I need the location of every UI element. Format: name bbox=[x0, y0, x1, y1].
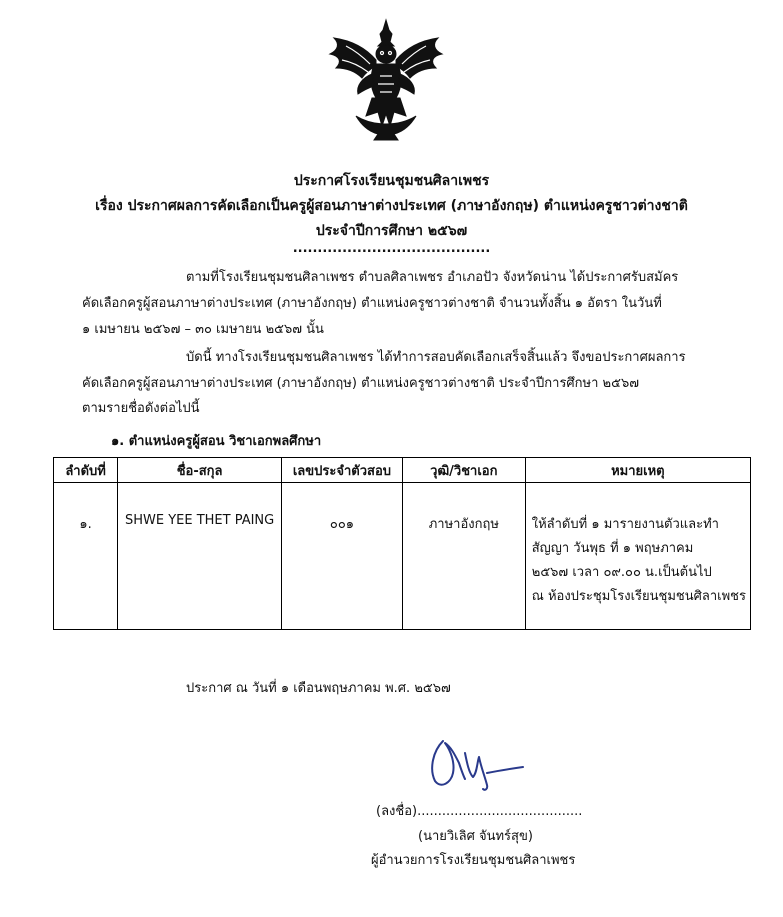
paragraph-2-line-3: ตามรายชื่อดังต่อไปนี้ bbox=[82, 401, 200, 416]
paragraph-1-line-3: ๑ เมษายน ๒๕๖๗ – ๓๐ เมษายน ๒๕๖๗ นั้น bbox=[82, 322, 324, 337]
row-name: SHWE YEE THET PAING bbox=[118, 483, 282, 630]
garuda-emblem-icon bbox=[326, 16, 446, 144]
row-order: ๑. bbox=[54, 483, 118, 630]
signature-image bbox=[425, 733, 535, 793]
table-header-row bbox=[54, 458, 751, 483]
row-major: ภาษาอังกฤษ bbox=[402, 483, 525, 630]
row-exam-id: ๐๐๑ bbox=[282, 483, 403, 630]
row-remark bbox=[525, 483, 750, 630]
academic-year: ประจำปีการศึกษา ๒๕๖๗ bbox=[315, 223, 468, 239]
title-divider: ........................................ bbox=[292, 241, 491, 256]
results-table bbox=[53, 457, 751, 630]
header-remark: หมายเหตุ bbox=[525, 458, 750, 483]
signer-name: (นายวิเลิศ จันทร์สุข) bbox=[418, 829, 533, 844]
remark-line-1: ให้ลำดับที่ ๑ มารายงานตัวและทำ bbox=[531, 517, 719, 532]
header-name: ชื่อ-สกุล bbox=[118, 458, 282, 483]
header-major: วุฒิ/วิชาเอก bbox=[402, 458, 525, 483]
header-exam-id: เลขประจำตัวสอบ bbox=[282, 458, 403, 483]
paragraph-2-line-1: บัดนี้ ทางโรงเรียนชุมชนศิลาเพชร ได้ทำการสอบคัดเลือกเสร็จสิ้นแล้ว จึงขอประกาศผลการ bbox=[186, 350, 686, 365]
remark-line-2: สัญญา วันพุธ ที่ ๑ พฤษภาคม bbox=[531, 541, 694, 556]
signer-position: ผู้อำนวยการโรงเรียนชุมชนศิลาเพชร bbox=[371, 853, 576, 868]
paragraph-2-line-2: คัดเลือกครูผู้สอนภาษาต่างประเทศ (ภาษาอังกฤษ) ตำแหน่งครูชาวต่างชาติ ประจำปีการศึกษา ๒๕๖๗ bbox=[82, 376, 639, 391]
table-row bbox=[54, 483, 751, 630]
header-order: ลำดับที่ bbox=[54, 458, 118, 483]
announcement-title: ประกาศโรงเรียนชุมชนศิลาเพชร bbox=[293, 173, 490, 189]
announcement-subject: เรื่อง ประกาศผลการคัดเลือกเป็นครูผู้สอนภาษาต่างประเทศ (ภาษาอังกฤษ) ตำแหน่งครูชาวต่างชาติ bbox=[95, 198, 688, 214]
paragraph-1-line-1: ตามที่โรงเรียนชุมชนศิลาเพชร ตำบลศิลาเพชร อำเภอปัว จังหวัดน่าน ได้ประกาศรับสมัคร bbox=[186, 270, 679, 285]
remark-line-4: ณ ห้องประชุมโรงเรียนชุมชนศิลาเพชร bbox=[531, 589, 746, 604]
remark-line-3: ๒๕๖๗ เวลา ๐๙.๐๐ น.เป็นต้นไป bbox=[531, 565, 712, 580]
section-heading: ๑. ตำแหน่งครูผู้สอน วิชาเอกพลศึกษา bbox=[111, 434, 322, 449]
announce-date: ประกาศ ณ วันที่ ๑ เดือนพฤษภาคม พ.ศ. ๒๕๖๗ bbox=[186, 681, 451, 696]
paragraph-1-line-2: คัดเลือกครูผู้สอนภาษาต่างประเทศ (ภาษาอังกฤษ) ตำแหน่งครูชาวต่างชาติ จำนวนทั้งสิ้น ๑ อัตรา ในวันที่ bbox=[82, 296, 662, 311]
signature-line: (ลงชื่อ)........................................ bbox=[376, 804, 583, 819]
